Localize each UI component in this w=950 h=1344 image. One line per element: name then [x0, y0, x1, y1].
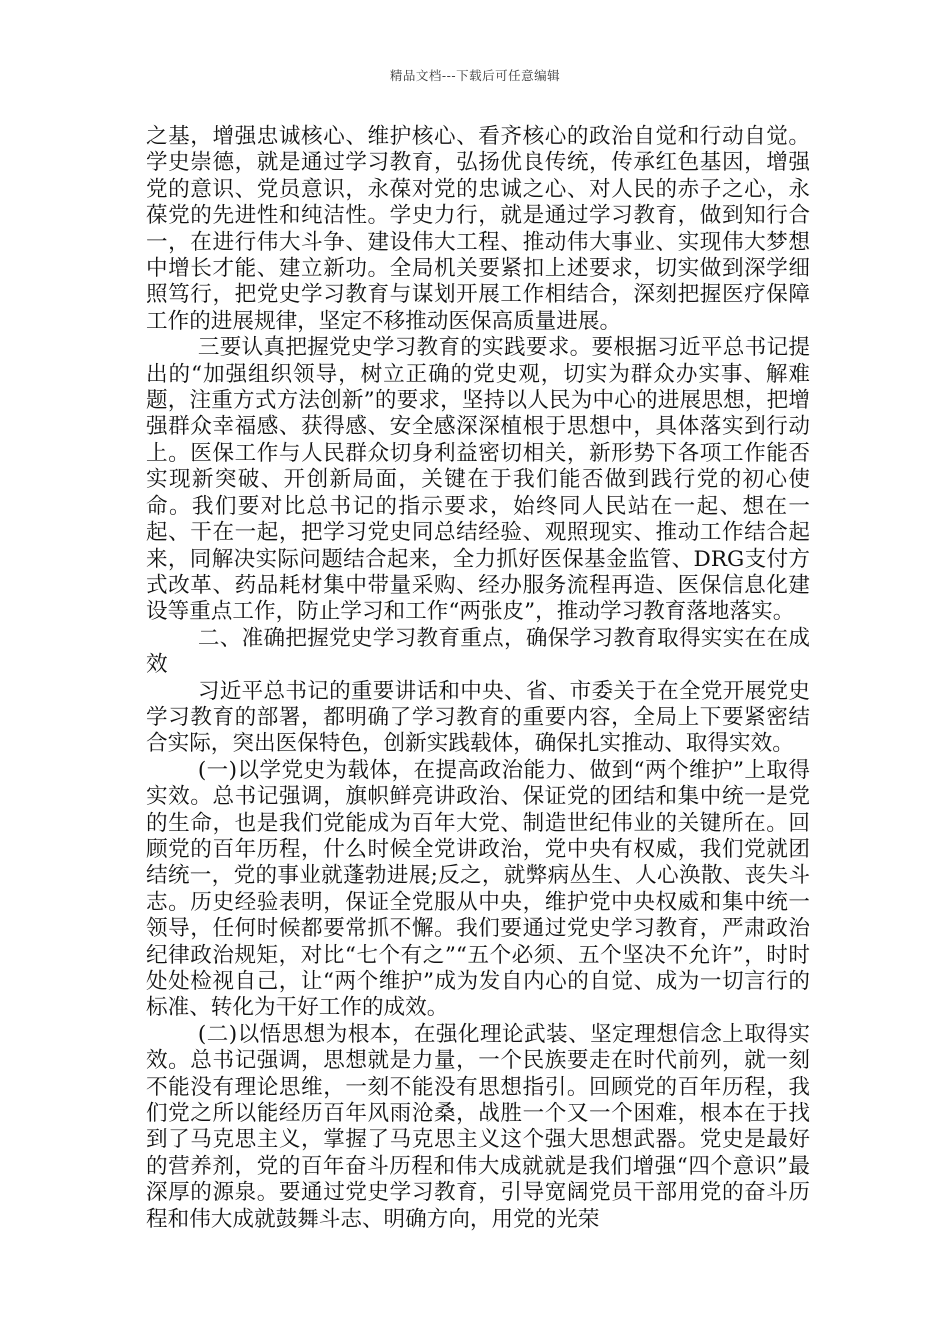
paragraph-practice-requirements: 三要认真把握党史学习教育的实践要求。要根据习近平总书记提出的“加强组织领导，树立正确的党史观，切实为群众办实事、解难题，注重方式方法创新”的要求，坚持以人民为中心的进展思想，把增强群众幸福感、获得感、安全感深深植根于思想中，具体落实到行动上。医保工作与人民群众切身利益密切相关，新形势下各项工作能否实现新突破、开创新局面，关键在于我们能否做到践行党的初心使命。我们要对比总书记的指示要求，始终同人民站在一起、想在一起、干在一起，把学习党史同总结经验、观照现实、推动工作结合起来，同解决实际问题结合起来，全力抓好医保基金监管、DRG支付方式改革、药品耗材集中带量采购、经办服务流程再造、医保信息化建设等重点工作，防止学习和工作“两张皮”，推动学习教育落地落实。 — [146, 335, 810, 625]
document-body — [146, 124, 810, 1233]
paragraph-section-intro: 习近平总书记的重要讲话和中央、省、市委关于在全党开展党史学习教育的部署，都明确了学习教育的重要内容，全局上下要紧密结合实际，突出医保特色，创新实践载体，确保扎实推动、取得实效。 — [146, 678, 810, 757]
section-heading-two: 二、准确把握党史学习教育重点，确保学习教育取得实实在在成效 — [146, 625, 810, 678]
paragraph-item-one: (一)以学党史为载体，在提高政治能力、做到“两个维护”上取得实效。总书记强调，旗帜鲜亮讲政治、保证党的团结和集中统一是党的生命，也是我们党能成为百年大党、制造世纪伟业的关键所在。回顾党的百年历程，什么时候全党讲政治，党中央有权威，我们党就团结统一，党的事业就蓬勃进展;反之，就弊病丛生、人心涣散、丧失斗志。历史经验表明，保证全党服从中央，维护党中央权威和集中统一领导，任何时候都要常抓不懈。我们要通过党史学习教育，严肃政治纪律政治规矩，对比“七个有之”“五个必须、五个坚决不允许”，时时处处检视自己，让“两个维护”成为发自内心的自觉、成为一切言行的标准、转化为干好工作的成效。 — [146, 757, 810, 1021]
paragraph-continuation: 之基，增强忠诚核心、维护核心、看齐核心的政治自觉和行动自觉。学史崇德，就是通过学习教育，弘扬优良传统，传承红色基因，增强党的意识、党员意识，永葆对党的忠诚之心、对人民的赤子之心，永葆党的先进性和纯洁性。学史力行，就是通过学习教育，做到知行合一，在进行伟大斗争、建设伟大工程、推动伟大事业、实现伟大梦想中增长才能、建立新功。全局机关要紧扣上述要求，切实做到深学细照笃行，把党史学习教育与谋划开展工作相结合，深刻把握医疗保障工作的进展规律，坚定不移推动医保高质量进展。 — [146, 124, 810, 334]
page-header: 精品文档---下载后可任意编辑 — [389, 68, 561, 83]
paragraph-item-two: (二)以悟思想为根本，在强化理论武装、坚定理想信念上取得实效。总书记强调，思想就是力量，一个民族要走在时代前列，就一刻不能没有理论思维，一刻不能没有思想指引。回顾党的百年历程，我们党之所以能经历百年风雨沧桑，战胜一个又一个困难，根本在于找到了马克思主义，掌握了马克思主义这个强大思想武器。党史是最好的营养剂，党的百年奋斗历程和伟大成就就是我们增强“四个意识”最深厚的源泉。要通过党史学习教育，引导宽阔党员干部用党的奋斗历程和伟大成就鼓舞斗志、明确方向，用党的光荣 — [146, 1021, 810, 1232]
